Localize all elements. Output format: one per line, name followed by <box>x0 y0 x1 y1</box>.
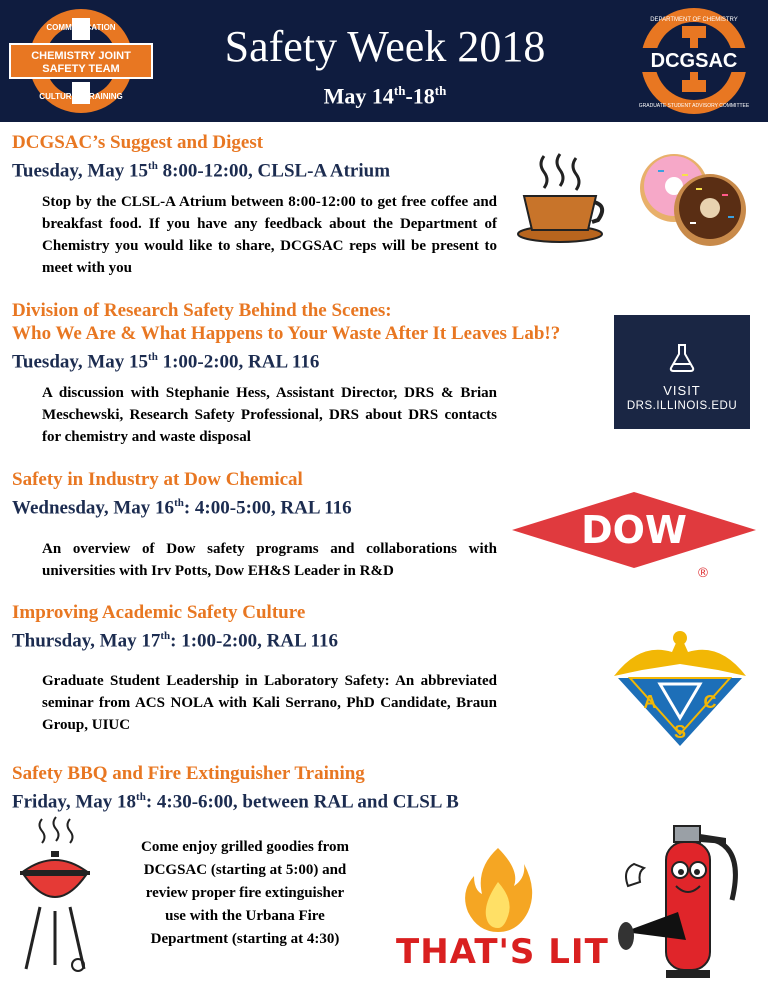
fire-extinguisher-icon <box>614 820 760 984</box>
event-title-line-2: Who We Are & What Happens to Your Waste After It Leaves Lab!? <box>12 323 561 344</box>
thats-lit-caption: THAT'S LIT <box>396 932 609 972</box>
event-title: Safety BBQ and Fire Extinguisher Training <box>12 763 365 784</box>
svg-text:S: S <box>673 722 687 742</box>
donuts-icon <box>636 152 752 248</box>
acs-logo <box>610 624 750 750</box>
svg-text:C: C <box>703 692 717 712</box>
coffee-cup-icon <box>516 152 608 244</box>
svg-text:CHEMISTRY JOINT: CHEMISTRY JOINT <box>31 50 131 62</box>
event-time: Tuesday, May 15th 1:00-2:00, RAL 116 <box>12 351 320 373</box>
event-time: Wednesday, May 16th: 4:00-5:00, RAL 116 <box>12 497 352 519</box>
svg-text:DEPARTMENT OF CHEMISTRY: DEPARTMENT OF CHEMISTRY <box>650 17 738 23</box>
page-date-range: May 14th-18th <box>323 83 447 109</box>
event-title: Safety in Industry at Dow Chemical <box>12 469 303 490</box>
svg-text:DOW: DOW <box>581 508 687 552</box>
svg-text:COMMUNICATION: COMMUNICATION <box>46 23 116 32</box>
svg-text:GRADUATE STUDENT ADVISORY COMM: GRADUATE STUDENT ADVISORY COMMITTEE <box>638 103 750 109</box>
event-time: Friday, May 18th: 4:30-6:00, between RAL and CLSL B <box>12 791 459 813</box>
event-description: Stop by the CLSL-A Atrium between 8:00-12:00 to get free coffee and breakfast food. If you have any feedback about the Department of Chemistry you would like to share, DCGSAC reps will be present to meet with you <box>42 194 497 276</box>
dow-logo <box>507 490 761 580</box>
event-description: An overview of Dow safety programs and collaborations with universities with Irv Potts, Dow EH&S Leader in R&D <box>42 541 497 579</box>
chemistry-joint-safety-team-logo <box>6 4 156 118</box>
event-time: Thursday, May 17th: 1:00-2:00, RAL 116 <box>12 630 338 652</box>
svg-text:®: ® <box>696 566 710 580</box>
event-description <box>110 836 380 951</box>
bbq-grill-icon <box>18 815 92 975</box>
svg-text:A: A <box>643 692 657 712</box>
event-title: Improving Academic Safety Culture <box>12 602 306 623</box>
fire-icon <box>462 846 534 934</box>
flask-icon <box>668 343 696 373</box>
event-description: Graduate Student Leadership in Laboratory Safety: An abbreviated seminar from ACS NOLA with Kali Serrano, PhD Candidate, Braun Group, UIUC <box>42 673 497 733</box>
svg-text:CULTURE · TRAINING: CULTURE · TRAINING <box>39 92 123 101</box>
page-title: Safety Week 2018 <box>224 22 546 71</box>
event-title: DCGSAC’s Suggest and Digest <box>12 132 264 153</box>
event-description-line: use with the Urbana Fire <box>165 908 325 924</box>
svg-text:DCGSAC: DCGSAC <box>650 50 738 72</box>
event-description-line: review proper fire extinguisher <box>145 885 345 901</box>
drs-url: DRS.ILLINOIS.EDU <box>626 400 738 412</box>
drs-visit-label: VISIT <box>663 383 701 398</box>
event-title-line-1: Division of Research Safety Behind the Scenes: <box>12 300 392 321</box>
event-description-line: Come enjoy grilled goodies from <box>140 839 350 855</box>
page-header <box>0 0 768 122</box>
event-description-line: Department (starting at 4:30) <box>150 931 340 947</box>
event-time: Tuesday, May 15th 8:00-12:00, CLSL-A Atrium <box>12 160 391 182</box>
event-description-line: DCGSAC (starting at 5:00) and <box>143 862 347 878</box>
event-description: A discussion with Stephanie Hess, Assistant Director, DRS & Brian Meschewski, Research Safety Professional, DRS about DRS contacts for chemistry and waste disposal <box>42 385 497 445</box>
dcgsac-logo <box>634 6 754 116</box>
drs-visit-badge <box>614 315 750 429</box>
svg-text:SAFETY TEAM: SAFETY TEAM <box>42 63 120 75</box>
